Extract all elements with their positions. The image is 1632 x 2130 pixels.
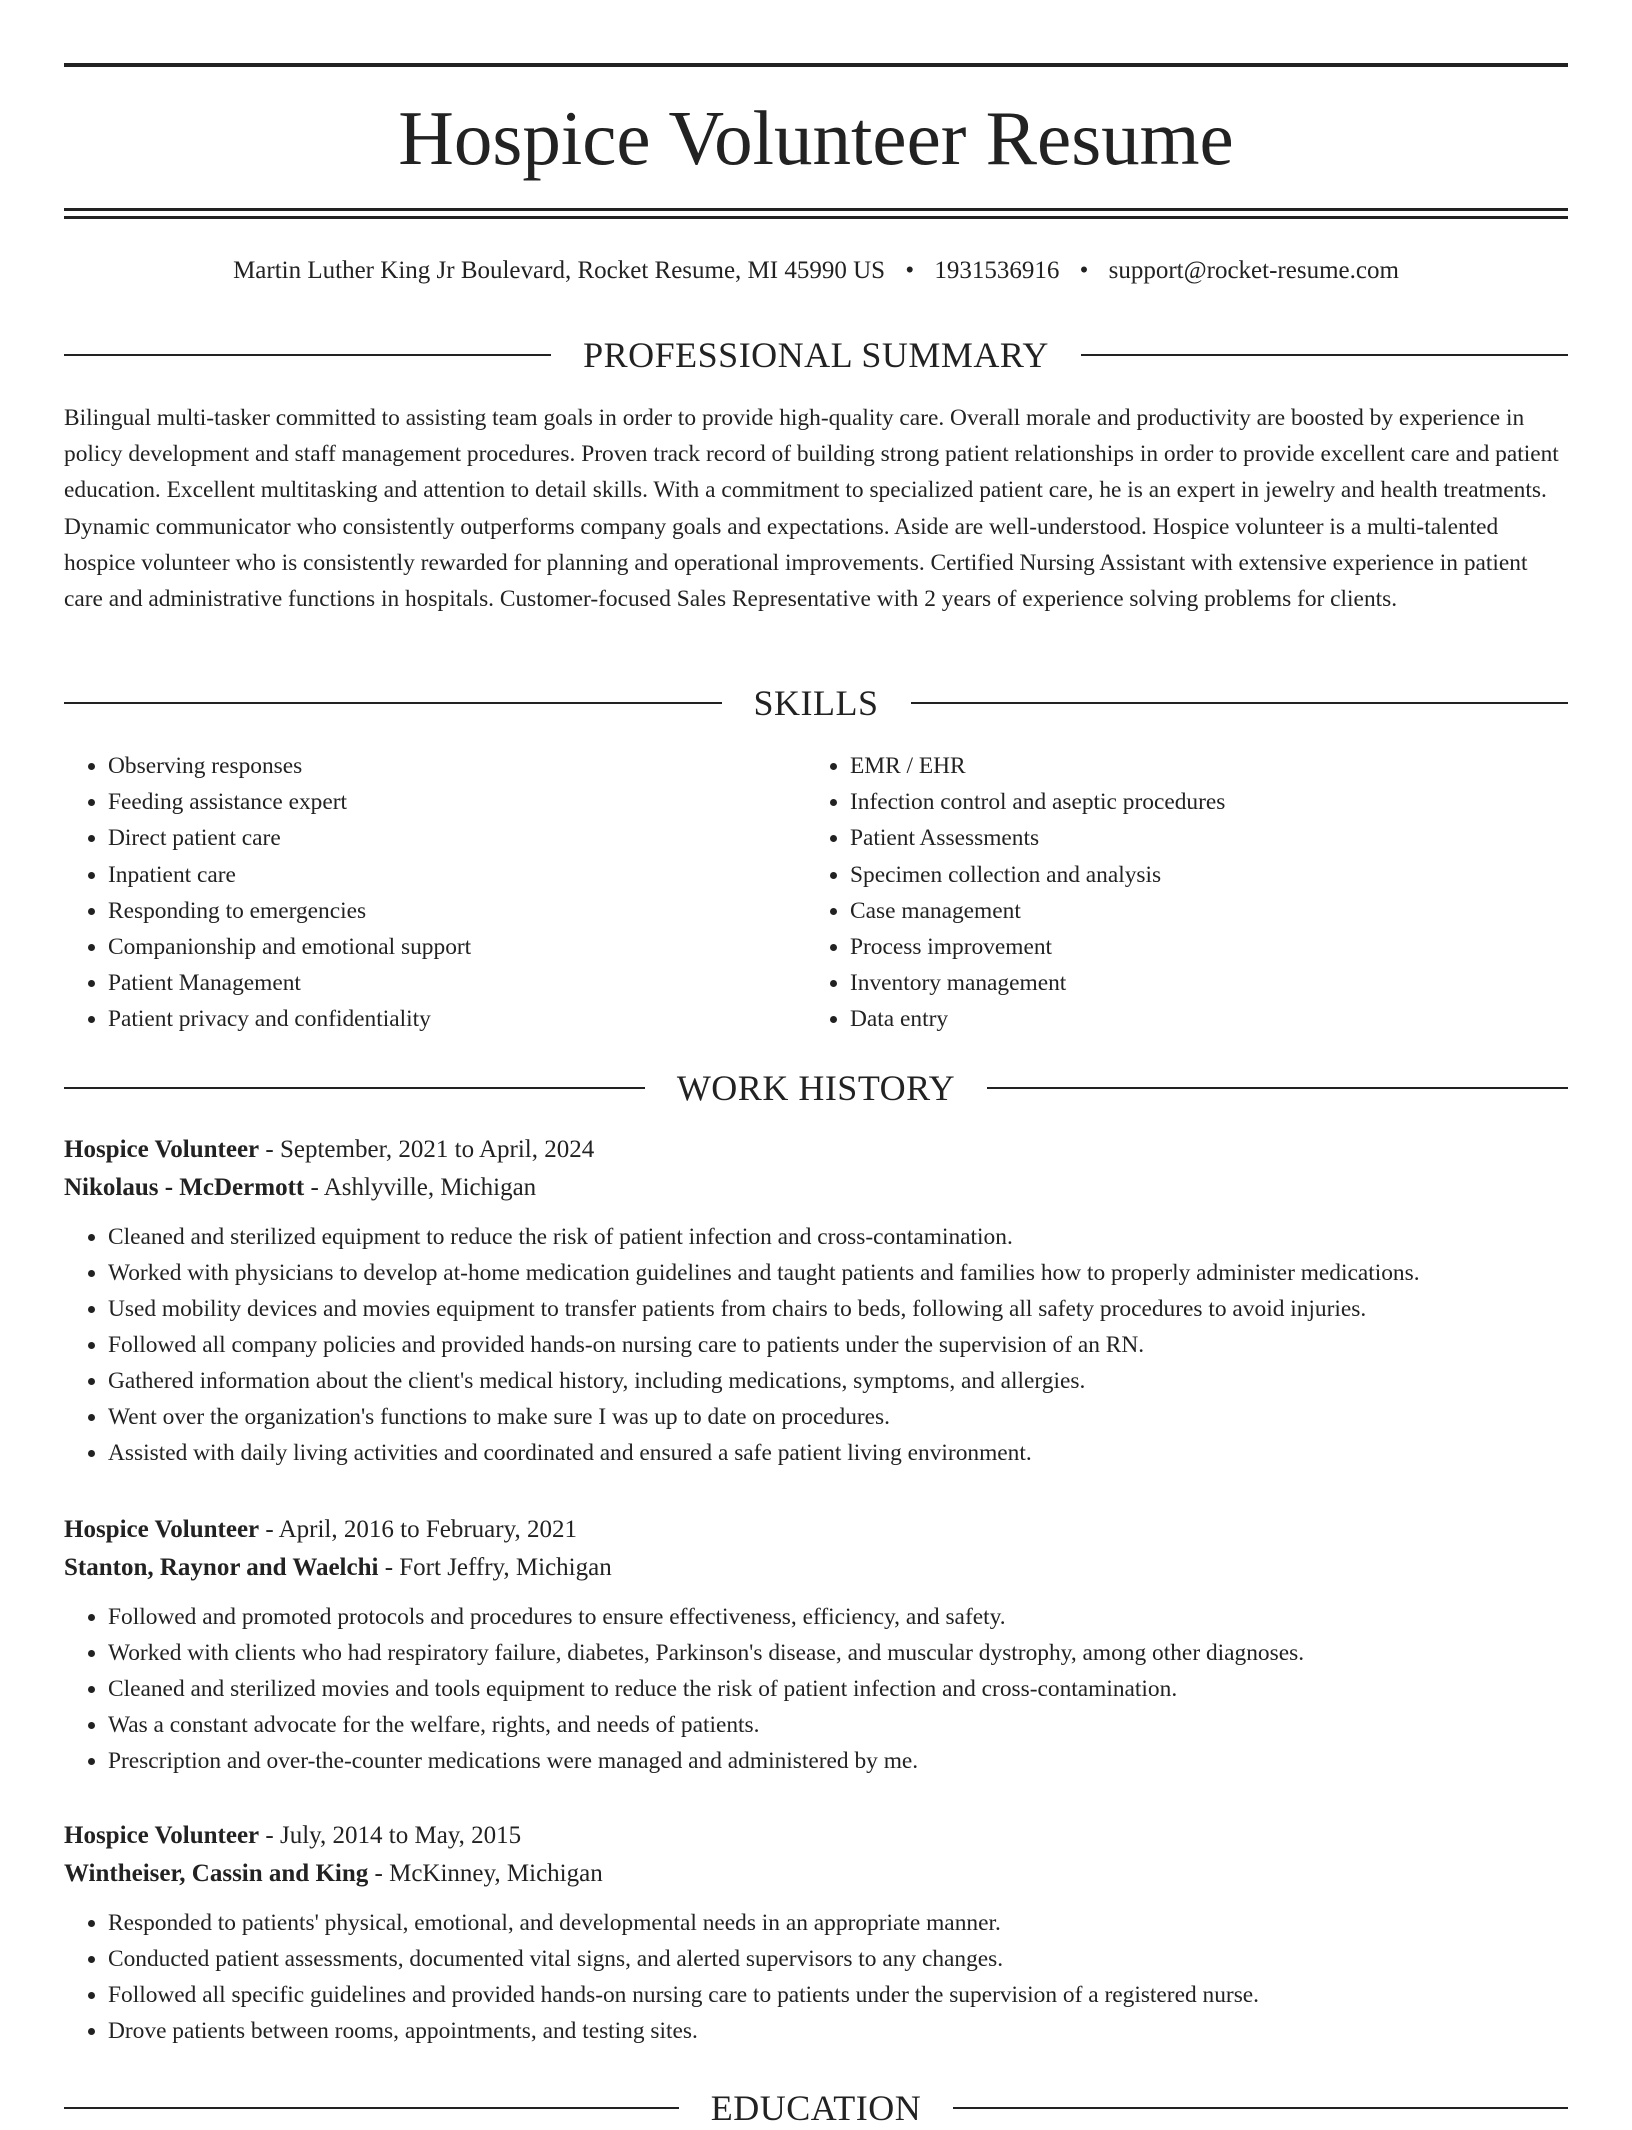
job-company: Nikolaus - McDermott — [64, 1174, 305, 1201]
page-title: Hospice Volunteer Resume — [398, 95, 1234, 181]
job-entry — [64, 1131, 1568, 1471]
work-heading: WORK HISTORY — [676, 1068, 956, 1108]
job-title-line: Hospice Volunteer - July, 2014 to May, 2015 — [64, 1822, 522, 1849]
skill-item: • EMR / EHR — [850, 748, 1550, 784]
job-entry — [64, 1817, 1568, 2049]
job-bullet: • Worked with clients who had respiratory failure, diabetes, Parkinson's disease, and muscular dystrophy, among other diagnoses. — [108, 1635, 1568, 1671]
job-company: Stanton, Raynor and Waelchi — [64, 1554, 379, 1581]
skills-list-right — [806, 748, 1550, 1038]
job-title: Hospice Volunteer — [64, 1136, 260, 1163]
summary-heading: PROFESSIONAL SUMMARY — [583, 335, 1049, 375]
job-bullet: • Worked with physicians to develop at-home medication guidelines and taught patients and families how to properly administer medications. — [108, 1255, 1568, 1291]
contact-line — [64, 254, 1568, 288]
skill-item: • Inpatient care — [108, 857, 768, 893]
section-rule-right — [953, 2107, 1568, 2109]
contact-address: Martin Luther King Jr Boulevard, Rocket Resume, MI 45990 US — [233, 257, 886, 284]
job-title-line: Hospice Volunteer - April, 2016 to February, 2021 — [64, 1516, 577, 1543]
job-company-line: Stanton, Raynor and Waelchi - Fort Jeffry, Michigan — [64, 1554, 612, 1581]
skill-item: • Patient Management — [108, 965, 768, 1001]
job-bullet: • Cleaned and sterilized movies and tools equipment to reduce the risk of patient infection and cross-contamination. — [108, 1671, 1568, 1707]
job-bullet: • Went over the organization's functions to make sure I was up to date on procedures. — [108, 1399, 1568, 1435]
job-bullet: • Was a constant advocate for the welfare, rights, and needs of patients. — [108, 1707, 1568, 1743]
job-bullets — [64, 1219, 1568, 1471]
contact-separator: • — [1079, 257, 1089, 284]
education-section-header — [64, 2086, 1568, 2130]
section-rule-left — [64, 702, 722, 704]
contact-phone: 1931536916 — [934, 257, 1060, 284]
skill-item: • Specimen collection and analysis — [850, 857, 1550, 893]
skill-item: • Responding to emergencies — [108, 893, 768, 929]
skills-list-left — [64, 748, 768, 1038]
header-double-rule-upper — [64, 208, 1568, 211]
section-rule-right — [1081, 354, 1568, 356]
section-rule-left — [64, 2107, 679, 2109]
section-rule-left — [64, 1087, 645, 1089]
skill-item: • Inventory management — [850, 965, 1550, 1001]
job-bullet: • Cleaned and sterilized equipment to reduce the risk of patient infection and cross-contamination. — [108, 1219, 1568, 1255]
job-bullet: • Drove patients between rooms, appointments, and testing sites. — [108, 2013, 1568, 2049]
job-bullet: • Used mobility devices and movies equipment to transfer patients from chairs to beds, following all safety procedures to avoid injuries. — [108, 1291, 1568, 1327]
job-company: Wintheiser, Cassin and King — [64, 1860, 369, 1887]
section-rule-right — [987, 1087, 1568, 1089]
job-bullet: • Followed all company policies and provided hands-on nursing care to patients under the supervision of an RN. — [108, 1327, 1568, 1363]
skill-item: • Infection control and aseptic procedures — [850, 784, 1550, 820]
section-rule-left — [64, 354, 551, 356]
job-company-line: Wintheiser, Cassin and King - McKinney, Michigan — [64, 1860, 603, 1887]
job-bullet: • Followed all specific guidelines and provided hands-on nursing care to patients under the supervision of a registered nurse. — [108, 1977, 1568, 2013]
skill-item: • Companionship and emotional support — [108, 929, 768, 965]
job-location: Fort Jeffry, Michigan — [399, 1554, 612, 1581]
skill-item: • Feeding assistance expert — [108, 784, 768, 820]
skill-item: • Patient Assessments — [850, 820, 1550, 856]
job-title-line: Hospice Volunteer - September, 2021 to April, 2024 — [64, 1136, 595, 1163]
work-section-header — [64, 1066, 1568, 1110]
header-top-rule — [64, 63, 1568, 67]
job-bullets — [64, 1905, 1568, 2049]
job-dates: September, 2021 to April, 2024 — [279, 1136, 595, 1163]
job-location: Ashlyville, Michigan — [323, 1174, 537, 1201]
header-double-rule-lower — [64, 216, 1568, 219]
job-bullet: • Prescription and over-the-counter medications were managed and administered by me. — [108, 1743, 1568, 1779]
job-entry — [64, 1511, 1568, 1779]
skill-item: • Data entry — [850, 1001, 1550, 1037]
job-dates: April, 2016 to February, 2021 — [278, 1516, 577, 1543]
job-company-line: Nikolaus - McDermott - Ashlyville, Michigan — [64, 1174, 537, 1201]
job-bullets — [64, 1599, 1568, 1779]
education-heading: EDUCATION — [710, 2088, 922, 2128]
skills-heading: SKILLS — [753, 683, 879, 723]
contact-email: support@rocket-resume.com — [1108, 257, 1399, 284]
summary-text: Bilingual multi-tasker committed to assisting team goals in order to provide high-quality care. Overall morale and productivity are boosted by experience in policy development and staff management procedures. Proven track record of building strong patient relationships in order to provide excellent care and patient education. Excellent multitasking and attention to detail skills. With a commitment to specialized patient care, he is an expert in jewelry and health treatments. Dynamic communicator who consistently outperforms company goals and expectations. Aside are well-understood. Hospice volunteer is a multi-talented hospice volunteer who is consistently rewarded for planning and operational improvements. Certified Nursing Assistant with extensive experience in patient care and administrative functions in hospitals. Customer-focused Sales Representative with 2 years of experience solving problems for clients. — [64, 405, 1559, 613]
job-title: Hospice Volunteer — [64, 1516, 260, 1543]
job-bullet: • Assisted with daily living activities and coordinated and ensured a safe patient living environment. — [108, 1435, 1568, 1471]
skill-item: • Direct patient care — [108, 820, 768, 856]
skill-item: • Observing responses — [108, 748, 768, 784]
job-location: McKinney, Michigan — [389, 1860, 603, 1887]
job-dates: July, 2014 to May, 2015 — [279, 1822, 522, 1849]
job-bullet: • Gathered information about the client's medical history, including medications, symptoms, and allergies. — [108, 1363, 1568, 1399]
job-bullet: • Followed and promoted protocols and procedures to ensure effectiveness, efficiency, and safety. — [108, 1599, 1568, 1635]
job-bullet: • Conducted patient assessments, documented vital signs, and alerted supervisors to any changes. — [108, 1941, 1568, 1977]
job-title: Hospice Volunteer — [64, 1822, 260, 1849]
skill-item: • Process improvement — [850, 929, 1550, 965]
skill-item: • Patient privacy and confidentiality — [108, 1001, 768, 1037]
section-rule-right — [911, 702, 1569, 704]
skills-section-header — [64, 681, 1568, 725]
skill-item: • Case management — [850, 893, 1550, 929]
contact-separator: • — [905, 257, 915, 284]
summary-section-header — [64, 333, 1568, 377]
job-bullet: • Responded to patients' physical, emotional, and developmental needs in an appropriate manner. — [108, 1905, 1568, 1941]
